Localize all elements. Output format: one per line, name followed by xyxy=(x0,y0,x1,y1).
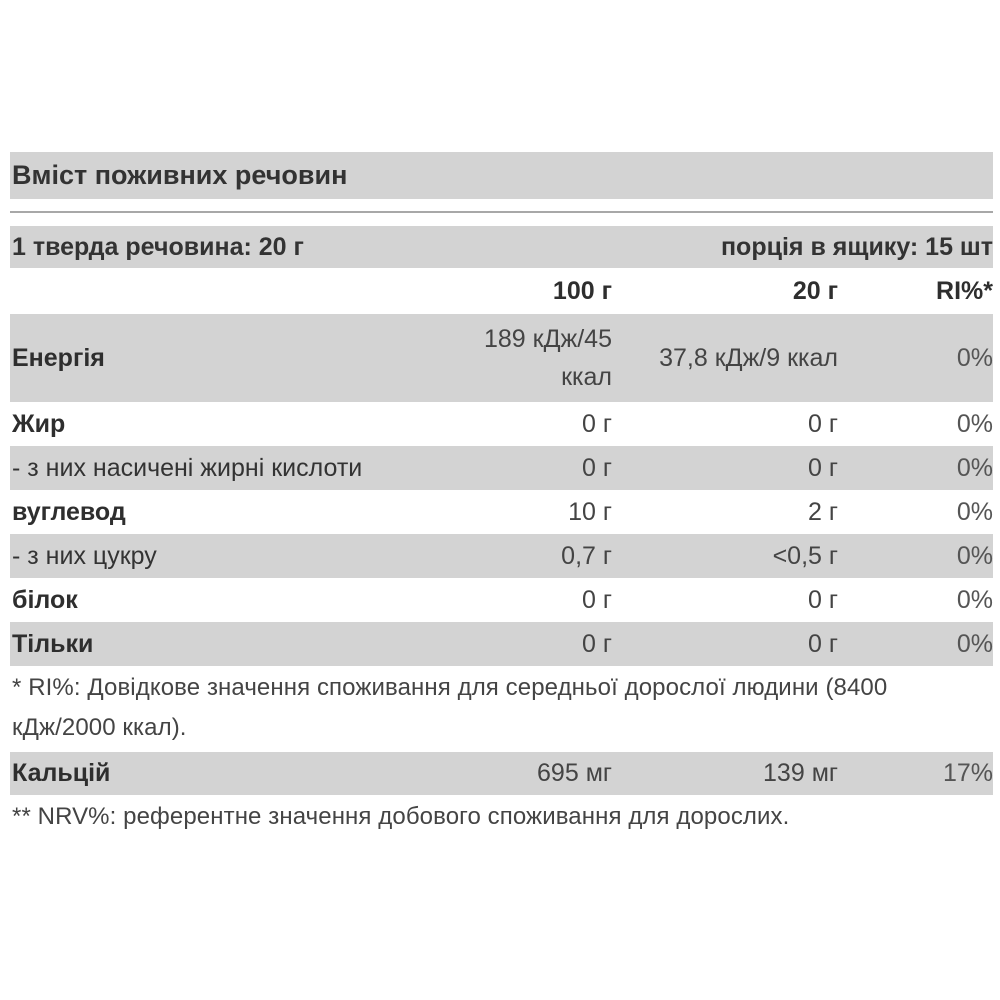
value-100g: 0 г xyxy=(582,453,612,482)
value-20g: <0,5 г xyxy=(772,541,838,570)
value-ri: 0% xyxy=(956,541,993,570)
nutrient-name: Кальцій xyxy=(12,759,111,787)
table-row-carbohydrate xyxy=(10,490,993,534)
table-row-energy xyxy=(10,314,993,402)
nutrient-name: - з них насичені жирні кислоти xyxy=(12,453,363,482)
column-header-100g: 100 г xyxy=(552,276,612,305)
nutrition-table xyxy=(10,152,993,841)
value-20g: 0 г xyxy=(808,629,838,658)
value-ri: 0% xyxy=(956,453,993,482)
value-ri: 17% xyxy=(942,759,993,787)
servings-per-box: порція в ящику: 15 шт xyxy=(720,233,993,261)
footnote-nrv: ** NRV%: референтне значення добового споживання для дорослих. xyxy=(12,803,790,830)
value-100g: 695 мг xyxy=(537,759,612,787)
nutrient-name: Енергія xyxy=(12,343,105,372)
value-20g: 139 мг xyxy=(763,759,838,787)
value-ri: 0% xyxy=(956,409,993,438)
value-100g: 0 г xyxy=(582,409,612,438)
value-20g: 0 г xyxy=(808,585,838,614)
divider xyxy=(10,211,993,213)
nutrient-name: білок xyxy=(12,585,78,614)
value-ri: 0% xyxy=(956,629,993,658)
table-title: Вміст поживних речовин xyxy=(10,152,993,199)
value-100g: 0,7 г xyxy=(561,541,612,570)
serving-info-row xyxy=(10,226,993,268)
value-100g xyxy=(484,314,612,402)
serving-size: 1 тверда речовина: 20 г xyxy=(12,233,304,261)
footnote-ri: * RI%: Довідкове значення споживання для середньої дорослої людини (8400 кДж/2000 ккал). xyxy=(12,674,888,741)
table-row-sugars xyxy=(10,534,993,578)
value-100g-line2: ккал xyxy=(561,363,612,391)
nutrient-name: вуглевод xyxy=(12,497,126,526)
value-20g: 37,8 кДж/9 ккал xyxy=(659,343,838,372)
value-100g: 0 г xyxy=(582,585,612,614)
value-ri: 0% xyxy=(956,585,993,614)
table-row-salt xyxy=(10,622,993,666)
value-ri: 0% xyxy=(956,343,993,372)
value-100g-line1: 189 кДж/45 xyxy=(483,325,612,353)
nutrient-name: Жир xyxy=(12,409,66,438)
table-row-saturated-fat xyxy=(10,446,993,490)
value-20g: 0 г xyxy=(808,453,838,482)
value-ri: 0% xyxy=(956,497,993,526)
table-row-fat xyxy=(10,402,993,446)
value-100g: 10 г xyxy=(568,497,612,526)
column-header-20g: 20 г xyxy=(792,276,838,305)
column-header-row xyxy=(10,268,993,314)
table-row-calcium xyxy=(10,752,993,795)
column-header-ri: RI%* xyxy=(936,276,993,305)
nutrient-name: Тільки xyxy=(12,629,94,658)
table-row-protein xyxy=(10,578,993,622)
value-20g: 2 г xyxy=(808,497,838,526)
value-20g: 0 г xyxy=(808,409,838,438)
value-100g: 0 г xyxy=(582,629,612,658)
nutrient-name: - з них цукру xyxy=(12,541,157,570)
